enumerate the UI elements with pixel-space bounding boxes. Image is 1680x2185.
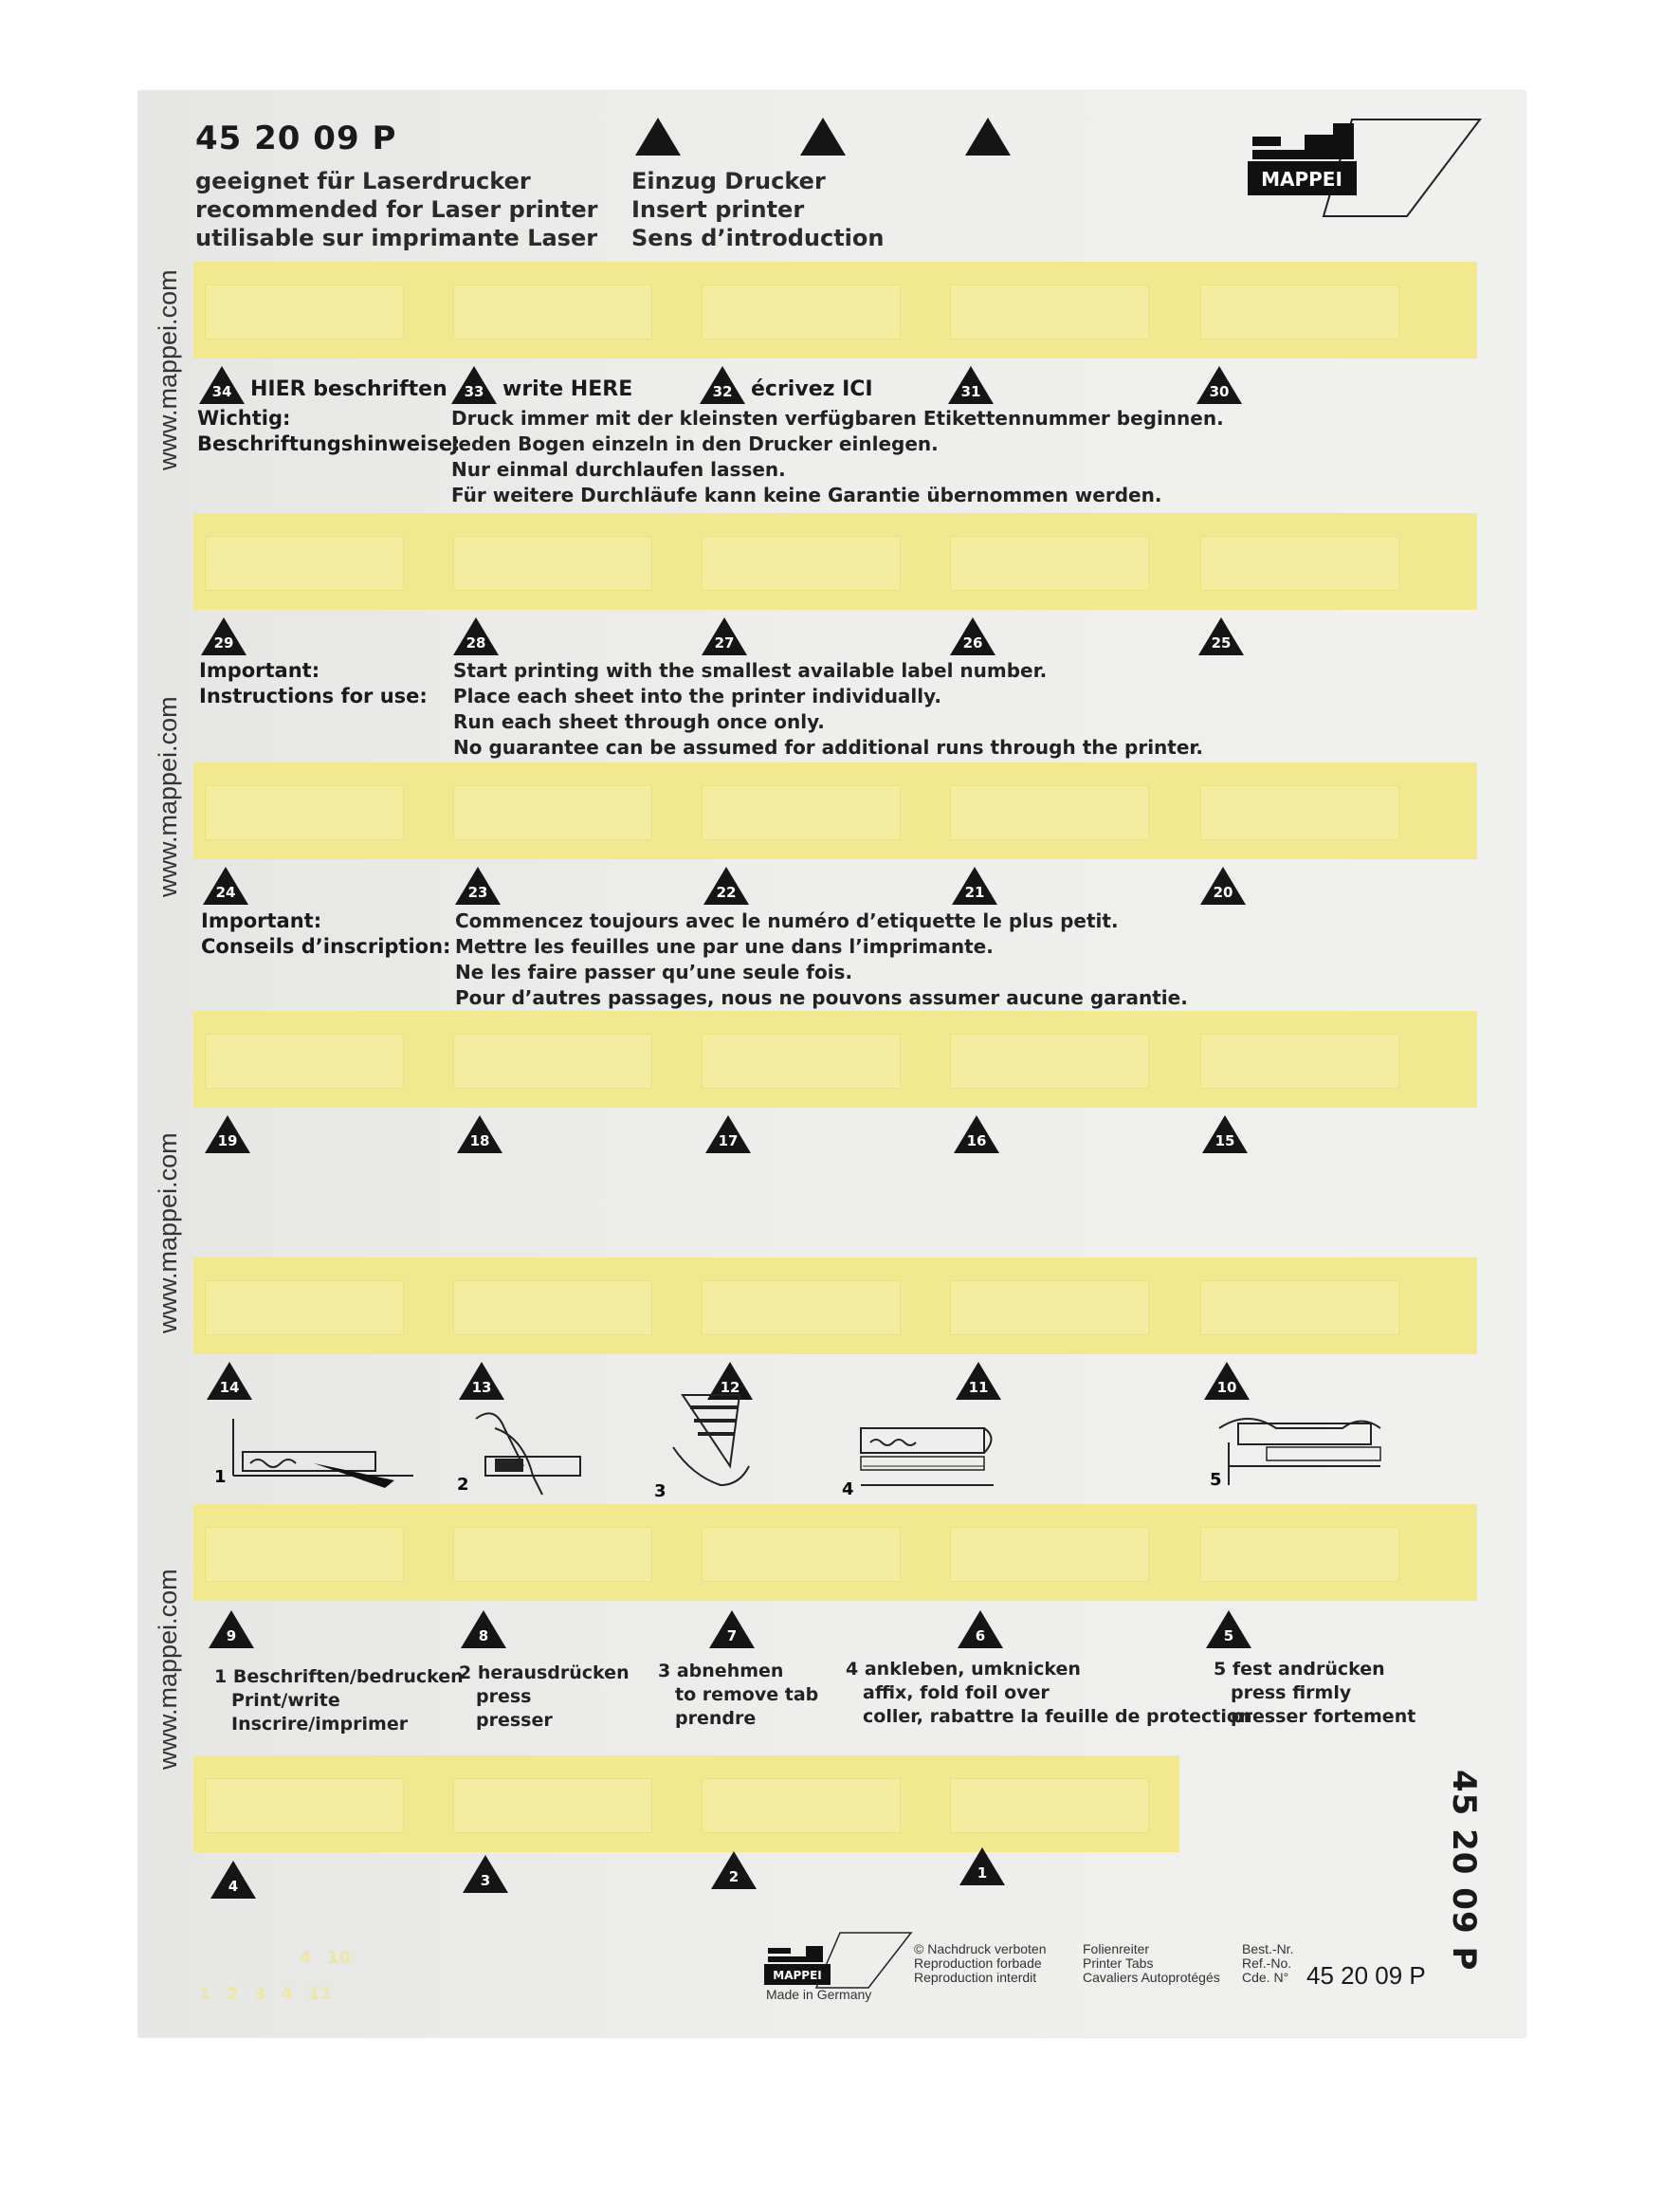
instructions-fr-body <box>455 909 1188 1011</box>
step-number: 2 <box>459 1662 472 1683</box>
label-blank[interactable] <box>950 536 1149 591</box>
label-blank[interactable] <box>453 1280 652 1335</box>
side-url: www.mappei.com <box>154 696 182 897</box>
instructions-de-head-line: Beschriftungshinweise: <box>197 432 461 455</box>
instructions-de-line: Für weitere Durchläufe kann keine Garantie übernommen werden. <box>451 484 1162 506</box>
step-5 <box>1214 1658 1415 1729</box>
rotated-product-code: 45 20 09 P <box>1445 1770 1483 1972</box>
footer-rights-line: © Nachdruck verboten <box>914 1941 1047 1956</box>
laser-note-en: recommended for Laser printer <box>195 196 598 223</box>
label-blank[interactable] <box>950 1034 1149 1089</box>
footer-product-line: Folienreiter <box>1083 1941 1150 1956</box>
label-number: 6 <box>975 1627 986 1644</box>
instructions-fr-head <box>201 909 450 960</box>
label-blank[interactable] <box>1200 1034 1399 1089</box>
step-line: herausdrücken <box>477 1662 630 1683</box>
feed-direction-icon <box>800 118 846 156</box>
illustration-write-icon <box>214 1414 423 1499</box>
label-blank[interactable] <box>1200 536 1399 591</box>
side-url: www.mappei.com <box>154 1569 182 1770</box>
instructions-en-head-line: Important: <box>199 659 320 682</box>
instructions-en-line: No guarantee can be assumed for additional runs through the printer. <box>453 736 1204 759</box>
step-line: presser <box>476 1710 553 1731</box>
instructions-fr-head-line: Important: <box>201 909 322 932</box>
label-number: 2 <box>728 1868 740 1885</box>
label-number: 20 <box>1213 884 1233 901</box>
label-number: 15 <box>1214 1132 1235 1149</box>
label-blank[interactable] <box>950 1527 1149 1582</box>
faint-numbers-row: 1 2 3 4 11 <box>199 1984 333 2004</box>
write-here-label-de: HIER beschriften <box>250 377 447 401</box>
footer-ref-labels <box>1242 1942 1293 1985</box>
step-line: coller, rabattre la feuille de protection <box>863 1706 1252 1727</box>
label-number: 27 <box>714 634 735 652</box>
write-here-label-en: write HERE <box>502 377 633 401</box>
label-number: 11 <box>968 1379 989 1396</box>
instructions-de-line: Druck immer mit der kleinsten verfügbaren Etikettennummer beginnen. <box>451 407 1224 430</box>
instructions-fr-line: Commencez toujours avec le numéro d’etiquette le plus petit. <box>455 909 1119 932</box>
label-blank[interactable] <box>205 1527 404 1582</box>
label-number: 10 <box>1216 1379 1237 1396</box>
label-number: 17 <box>718 1132 739 1149</box>
instructions-en-line: Place each sheet into the printer individually. <box>453 685 941 707</box>
label-number: 18 <box>469 1132 490 1149</box>
step-line: abnehmen <box>676 1661 784 1681</box>
step-line: prendre <box>675 1708 757 1729</box>
laser-note-fr: utilisable sur imprimante Laser <box>195 225 598 251</box>
footer-product-line: Cavaliers Autoprotégés <box>1083 1970 1220 1985</box>
label-number: 24 <box>215 884 236 901</box>
label-number: 5 <box>1223 1627 1234 1644</box>
label-blank[interactable] <box>453 1778 652 1833</box>
step-line: to remove tab <box>675 1684 819 1705</box>
feed-direction-icon <box>965 118 1011 156</box>
label-blank[interactable] <box>1200 1527 1399 1582</box>
instructions-en-line: Start printing with the smallest available label number. <box>453 659 1048 682</box>
laser-note-de: geeignet für Laserdrucker <box>195 168 531 194</box>
label-blank[interactable] <box>950 785 1149 840</box>
label-number: 29 <box>213 634 234 652</box>
label-number: 22 <box>716 884 737 901</box>
step-line: press firmly <box>1231 1682 1352 1703</box>
label-number: 34 <box>211 383 232 400</box>
footer-ref-line: Best.-Nr. <box>1242 1941 1294 1956</box>
label-blank[interactable] <box>1200 1280 1399 1335</box>
made-in-germany: Made in Germany <box>766 1987 872 2002</box>
label-blank[interactable] <box>702 1527 901 1582</box>
step-line: Beschriften/bedrucken <box>232 1666 464 1687</box>
insert-note-en: Insert printer <box>631 196 805 223</box>
step-line: fest andrücken <box>1232 1659 1385 1680</box>
label-number: 13 <box>471 1379 492 1396</box>
svg-text:3: 3 <box>654 1481 667 1501</box>
instructions-fr-line: Ne les faire passer qu’une seule fois. <box>455 961 853 983</box>
insert-note-fr: Sens d’introduction <box>631 225 885 251</box>
insert-note-de: Einzug Drucker <box>631 168 826 194</box>
step-number: 5 <box>1214 1659 1227 1680</box>
step-2 <box>459 1662 630 1733</box>
label-number: 31 <box>960 383 981 400</box>
step-number: 1 <box>214 1666 228 1687</box>
side-url: www.mappei.com <box>154 1132 182 1333</box>
svg-text:1: 1 <box>214 1467 227 1487</box>
label-blank[interactable] <box>702 1034 901 1089</box>
label-strip <box>193 1755 1179 1852</box>
instructions-de-head <box>197 406 460 457</box>
label-blank[interactable] <box>205 1034 404 1089</box>
footer-product-line: Printer Tabs <box>1083 1955 1154 1971</box>
step-line: ankleben, umknicken <box>864 1659 1081 1680</box>
label-number: 3 <box>480 1872 491 1889</box>
instructions-en-head-line: Instructions for use: <box>199 685 428 707</box>
label-number: 28 <box>466 634 486 652</box>
step-3 <box>658 1660 818 1731</box>
mappei-logo <box>1248 118 1485 222</box>
label-blank[interactable] <box>950 1280 1149 1335</box>
label-blank[interactable] <box>453 1527 652 1582</box>
instructions-en-line: Run each sheet through once only. <box>453 710 825 733</box>
label-blank[interactable] <box>205 1778 404 1833</box>
instructions-fr-line: Pour d’autres passages, nous ne pouvons assumer aucune garantie. <box>455 986 1188 1009</box>
label-number: 33 <box>464 383 484 400</box>
label-blank[interactable] <box>205 785 404 840</box>
footer-product <box>1083 1942 1220 1985</box>
label-blank[interactable] <box>950 285 1149 340</box>
label-number: 9 <box>226 1627 237 1644</box>
label-number: 14 <box>219 1379 240 1396</box>
logo-text: MAPPEI <box>1261 168 1342 191</box>
label-blank[interactable] <box>205 1280 404 1335</box>
instructions-de-body <box>451 406 1224 508</box>
insert-note <box>631 167 884 252</box>
instructions-en-body <box>453 658 1203 761</box>
label-number: 7 <box>726 1627 738 1644</box>
instructions-de-head-line: Wichtig: <box>197 407 291 430</box>
laser-note <box>195 167 597 252</box>
illustration-press-out-icon <box>457 1400 590 1504</box>
label-number: 25 <box>1211 634 1232 652</box>
footer-rights-line: Reproduction interdit <box>914 1970 1037 1985</box>
svg-text:5: 5 <box>1210 1470 1222 1490</box>
label-number: 21 <box>964 884 985 901</box>
illustration-press-firmly-icon <box>1210 1390 1390 1495</box>
label-number: 12 <box>720 1379 740 1396</box>
footer-product-code: 45 20 09 P <box>1306 1961 1426 1990</box>
label-blank[interactable] <box>702 285 901 340</box>
label-blank[interactable] <box>702 536 901 591</box>
step-line: affix, fold foil over <box>863 1682 1050 1703</box>
product-code: 45 20 09 P <box>195 119 397 157</box>
label-number: 23 <box>467 884 488 901</box>
footer-rights <box>914 1942 1047 1985</box>
label-blank[interactable] <box>1200 285 1399 340</box>
svg-text:4: 4 <box>842 1479 854 1499</box>
label-blank[interactable] <box>205 536 404 591</box>
label-number: 19 <box>217 1132 238 1149</box>
svg-text:2: 2 <box>457 1475 469 1495</box>
step-line: Inscrire/imprimer <box>231 1714 409 1735</box>
label-number: 26 <box>962 634 983 652</box>
label-strip <box>193 1504 1477 1601</box>
instructions-de-line: Jeden Bogen einzeln in den Drucker einlegen. <box>451 432 939 455</box>
label-number: 16 <box>966 1132 987 1149</box>
label-blank[interactable] <box>1200 785 1399 840</box>
step-4 <box>846 1658 1252 1729</box>
faint-numbers-row: 4 10 <box>300 1948 351 1968</box>
label-number: 8 <box>478 1627 489 1644</box>
footer-rights-line: Reproduction forbade <box>914 1955 1042 1971</box>
feed-direction-icon <box>635 118 681 156</box>
label-blank[interactable] <box>453 536 652 591</box>
label-number: 32 <box>712 383 733 400</box>
side-url: www.mappei.com <box>154 269 182 470</box>
instructions-fr-head-line: Conseils d’inscription: <box>201 935 451 958</box>
label-blank[interactable] <box>453 285 652 340</box>
write-here-label-fr: écrivez ICI <box>751 377 873 401</box>
label-blank[interactable] <box>702 785 901 840</box>
illustration-affix-icon <box>842 1400 1003 1504</box>
label-blank[interactable] <box>702 1280 901 1335</box>
step-line: Print/write <box>231 1690 340 1711</box>
label-blank[interactable] <box>453 785 652 840</box>
step-1 <box>214 1665 464 1736</box>
label-blank[interactable] <box>453 1034 652 1089</box>
svg-text:MAPPEI: MAPPEI <box>773 1969 822 1982</box>
illustration-remove-tab-icon <box>654 1390 787 1504</box>
instructions-fr-line: Mettre les feuilles une par une dans l’imprimante. <box>455 935 994 958</box>
label-strip <box>193 513 1477 610</box>
label-sheet <box>138 91 1525 2037</box>
label-strip <box>193 1011 1477 1108</box>
step-line: presser fortement <box>1231 1706 1416 1727</box>
label-blank[interactable] <box>950 1778 1149 1833</box>
label-number: 30 <box>1209 383 1230 400</box>
label-strip <box>193 1258 1477 1354</box>
label-number: 1 <box>977 1864 988 1882</box>
step-number: 3 <box>658 1661 671 1681</box>
footer-ref-line: Cde. N° <box>1242 1970 1289 1985</box>
label-number: 4 <box>228 1878 239 1895</box>
label-blank[interactable] <box>702 1778 901 1833</box>
label-blank[interactable] <box>205 285 404 340</box>
instructions-de-line: Nur einmal durchlaufen lassen. <box>451 458 786 481</box>
instructions-en-head <box>199 658 428 709</box>
step-line: press <box>476 1686 532 1707</box>
footer-ref-line: Ref.-No. <box>1242 1955 1292 1971</box>
label-strip <box>193 762 1477 859</box>
label-strip <box>193 262 1477 358</box>
step-number: 4 <box>846 1659 859 1680</box>
